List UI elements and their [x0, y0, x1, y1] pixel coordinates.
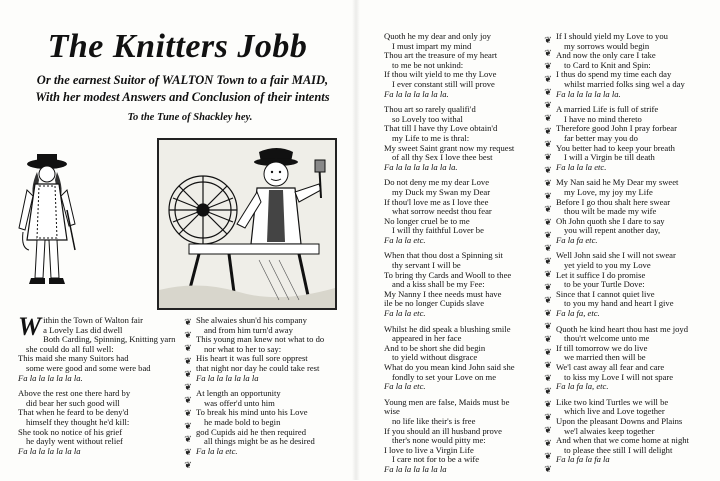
right-verse-column-1 — [384, 32, 542, 481]
fleuron-ornament-icon: ❦ — [184, 421, 192, 431]
verse-line: was offer'd unto him — [204, 397, 275, 408]
stanza — [18, 312, 178, 383]
verse-line: To bring thy Cards and Wooll to thee — [384, 269, 512, 280]
fleuron-ornament-icon: ❦ — [544, 61, 552, 71]
verse-line: Quoth he kind heart thou hast me joyd — [556, 323, 688, 334]
verse-line: some were good and some were bad — [26, 362, 151, 373]
verse-line: Thou art the treasure of my heart — [384, 50, 498, 61]
fleuron-ornament-icon: ❦ — [544, 386, 552, 396]
verse-line: I must impart my mind — [392, 40, 472, 51]
refrain-line: Fa la la la la la la. — [384, 88, 449, 99]
verse-line: fondly to set your Love on me — [392, 371, 497, 382]
fleuron-ornament-icon: ❦ — [544, 412, 552, 422]
verse-line: This young man knew not what to do — [196, 334, 325, 345]
verse-line: ithin the Town of Walton fair — [43, 315, 143, 325]
verse-line: My sweet Saint grant now my request — [384, 142, 515, 153]
verse-line: Since that I cannot quiet live — [556, 288, 655, 299]
verse-line: no life like their's is free — [392, 415, 476, 426]
fleuron-ornament-icon: ❦ — [544, 399, 552, 409]
refrain-line: Fa la la etc. — [384, 234, 426, 245]
verse-line: Both Carding, Spinning, Knitting yarn — [43, 334, 176, 345]
verse-line: Oh John quoth she I dare to say — [556, 215, 665, 226]
fleuron-ornament-icon: ❦ — [184, 408, 192, 418]
verse-line: She alwaies shun'd his company — [196, 315, 307, 325]
verse-line: Before I go thou shalt here swear — [556, 196, 671, 207]
verse-line: and from him turn'd away — [204, 324, 293, 335]
verse-line: wise — [384, 406, 400, 417]
verse-line: to yield without disgrace — [392, 352, 478, 363]
fleuron-ornament-icon: ❦ — [544, 451, 552, 461]
stanza — [384, 32, 542, 99]
verse-line: My Nan said he My Dear my sweet — [556, 177, 679, 188]
verse-line: Quoth he my dear and only joy — [384, 31, 491, 41]
verse-line: Thou art so rarely qualifi'd — [384, 104, 476, 115]
verse-line: of all thy Sex I love thee best — [392, 152, 493, 163]
verse-line: Do not deny me my dear Love — [384, 177, 490, 188]
verse-line: A married Life is full of strife — [556, 104, 659, 115]
verse-line: far better may you do — [564, 132, 638, 143]
fleuron-ornament-icon: ❦ — [184, 343, 192, 353]
verse-line: and a kiss shall be my Fee: — [392, 279, 485, 290]
verse-line: my Love, my joy my Life — [564, 186, 653, 197]
verse-line: And to be short she did begin — [384, 342, 486, 353]
verse-line: When that thou dost a Spinning sit — [384, 250, 503, 261]
fleuron-ornament-icon: ❦ — [544, 165, 552, 175]
verse-line: you will repent another day, — [564, 225, 661, 236]
verse-line: Like two kind Turtles we will be — [556, 396, 669, 407]
verse-line: did bear her such good will — [26, 397, 120, 408]
verse-line: I love to live a Virgin Life — [384, 444, 474, 455]
ballad-subtitle — [20, 72, 345, 106]
stanza — [196, 316, 346, 383]
subtitle-line-2: With her modest Answers and Conclusion of their intents — [35, 90, 330, 104]
verse-line: we'l alwaies keep together — [564, 425, 655, 436]
verse-line: Whilst he did speak a blushing smile — [384, 323, 511, 334]
refrain-line: Fa la la etc. — [384, 381, 426, 392]
fleuron-ornament-icon: ❦ — [544, 334, 552, 344]
verse-line: himself they thought he'd kill: — [26, 416, 130, 427]
verse-line: You better had to keep your breath — [556, 142, 675, 153]
fleuron-ornament-icon: ❦ — [544, 152, 552, 162]
stanza — [384, 178, 542, 245]
refrain-line: Fa la la la la la la — [196, 372, 259, 383]
verse-line: what sorrow needst thou fear — [392, 206, 492, 217]
verse-line: we married then will be — [564, 352, 646, 363]
verse-line: Above the rest one there hard by — [18, 388, 131, 399]
verse-line: to me be not unkind: — [392, 59, 464, 70]
fleuron-ornament-icon: ❦ — [544, 282, 552, 292]
verse-line: he dayly went without relief — [26, 436, 123, 447]
verse-line: His heart it was full sore opprest — [196, 353, 308, 364]
refrain-line: Fa la la la etc. — [556, 161, 607, 172]
stanza — [384, 251, 542, 318]
fleuron-ornament-icon: ❦ — [544, 269, 552, 279]
verse-line: This maid she many Suitors had — [18, 353, 129, 364]
stanza — [556, 178, 716, 245]
right-ornament-column — [543, 34, 553, 476]
stanza — [384, 398, 542, 475]
verse-line: a Lovely Las did dwell — [43, 324, 123, 335]
refrain-line: Fa la la la la la la la. — [384, 161, 458, 172]
verse-line: At length an opportunity — [196, 388, 281, 399]
verse-line: yet yield to you my Love — [564, 260, 651, 271]
fleuron-ornament-icon: ❦ — [544, 87, 552, 97]
verse-line: I care not for to be a wife — [392, 454, 480, 465]
fleuron-ornament-icon: ❦ — [544, 48, 552, 58]
verse-line: Therefore good John I pray forbear — [556, 123, 677, 134]
fleuron-ornament-icon: ❦ — [544, 217, 552, 227]
verse-line: I thus do spend my time each day — [556, 69, 672, 80]
verse-line: What do you mean kind John said she — [384, 362, 515, 372]
woodcut-gentleman-illustration — [17, 150, 77, 290]
fleuron-ornament-icon: ❦ — [544, 178, 552, 188]
verse-line: my sorrows would begin — [564, 40, 650, 51]
right-verse-column-2 — [556, 32, 716, 471]
verse-line: If thou wilt yield to me thy Love — [384, 69, 497, 80]
left-page — [0, 0, 355, 480]
stanza — [556, 325, 716, 392]
fleuron-ornament-icon: ❦ — [544, 230, 552, 240]
fleuron-ornament-icon: ❦ — [184, 395, 192, 405]
fleuron-ornament-icon: ❦ — [184, 447, 192, 457]
page-gutter — [352, 0, 360, 480]
stanza — [196, 389, 346, 456]
verse-line: whilst married folks sing wel a day — [564, 78, 685, 89]
fleuron-ornament-icon: ❦ — [544, 139, 552, 149]
woodcut-spinning-wheel-illustration — [157, 138, 337, 310]
verse-line: I ever constant still will prove — [392, 78, 495, 89]
fleuron-ornament-icon: ❦ — [544, 204, 552, 214]
subtitle-line-1: Or the earnest Suitor of WALTON Town to a fair MAID, — [36, 73, 329, 87]
verse-line: my Life to me is thral: — [392, 132, 470, 143]
left-verse-column-2 — [196, 316, 346, 462]
left-verse-column-1 — [18, 312, 178, 462]
verse-line: We'l cast away all fear and care — [556, 362, 665, 372]
verse-line: ther's none would pitty me: — [392, 435, 486, 446]
verse-line: To break his mind unto his Love — [196, 407, 308, 418]
verse-line: she could do all full well: — [26, 343, 114, 354]
verse-line: Well John said she I will not swear — [556, 250, 676, 261]
stanza — [556, 251, 716, 318]
stanza — [384, 325, 542, 392]
fleuron-ornament-icon: ❦ — [544, 308, 552, 318]
fleuron-ornament-icon: ❦ — [544, 321, 552, 331]
fleuron-ornament-icon: ❦ — [544, 74, 552, 84]
verse-line: to please thee still I will delight — [564, 444, 673, 455]
verse-line: No longer cruel be to me — [384, 215, 470, 226]
verse-line: Upon the pleasant Downs and Plains — [556, 415, 683, 426]
fleuron-ornament-icon: ❦ — [544, 464, 552, 474]
verse-line: my Duck my Swan my Dear — [392, 186, 491, 197]
verse-line: If I should yield my Love to you — [556, 31, 668, 41]
verse-line: thy servant I will be — [392, 260, 461, 271]
stanza — [384, 105, 542, 172]
verse-line: And now the only care I take — [556, 50, 656, 61]
verse-line: nor what to her to say: — [204, 343, 282, 354]
verse-line: I will a Virgin be till death — [564, 152, 655, 163]
fleuron-ornament-icon: ❦ — [544, 438, 552, 448]
verse-line: If thou'l love me as I love thee — [384, 196, 489, 207]
refrain-line: Fa la fa la fa la — [556, 454, 610, 465]
verse-line: I will thy faithful Lover be — [392, 225, 484, 236]
refrain-line: Fa la la la la la la — [18, 445, 81, 456]
verse-line: to Card to Knit and Spin: — [564, 59, 651, 70]
drop-capital: W — [18, 312, 42, 341]
fleuron-ornament-icon: ❦ — [544, 35, 552, 45]
refrain-line: Fa la fa, etc. — [556, 308, 600, 319]
refrain-line: Fa la fa la, etc. — [556, 381, 609, 392]
fleuron-ornament-icon: ❦ — [544, 425, 552, 435]
verse-line: That till I have thy Love obtain'd — [384, 123, 498, 134]
fleuron-ornament-icon: ❦ — [544, 256, 552, 266]
verse-line: that night nor day he could take rest — [196, 362, 320, 373]
fleuron-ornament-icon: ❦ — [184, 382, 192, 392]
verse-line: If till tomorrow we do live — [556, 342, 648, 353]
refrain-line: Fa la la la la la la — [384, 463, 447, 474]
stanza — [556, 105, 716, 172]
verse-line: to kiss my Love I will not spare — [564, 371, 674, 382]
fleuron-ornament-icon: ❦ — [544, 113, 552, 123]
fleuron-ornament-icon: ❦ — [184, 356, 192, 366]
fleuron-ornament-icon: ❦ — [544, 347, 552, 357]
fleuron-ornament-icon: ❦ — [184, 330, 192, 340]
fleuron-ornament-icon: ❦ — [544, 100, 552, 110]
left-ornament-column — [183, 316, 193, 472]
refrain-line: Fa la la la la la la. — [556, 88, 621, 99]
refrain-line: Fa la la etc. — [196, 445, 238, 456]
ballad-title: The Knitters Jobb — [47, 28, 308, 65]
stanza — [18, 389, 178, 456]
verse-line: so Lovely too withal — [392, 113, 463, 124]
stanza — [556, 32, 716, 99]
tune-line: To the Tune of Shackley hey. — [127, 112, 253, 123]
fleuron-ornament-icon: ❦ — [544, 295, 552, 305]
fleuron-ornament-icon: ❦ — [184, 460, 192, 470]
verse-line: thou wilt be made my wife — [564, 206, 657, 217]
verse-line: And when that we come home at night — [556, 435, 689, 446]
verse-line: god Cupids aid he then required — [196, 426, 307, 437]
verse-line: all things might be as he desired — [204, 436, 315, 447]
fleuron-ornament-icon: ❦ — [544, 373, 552, 383]
verse-line: Young men are false, Maids must be — [384, 396, 510, 407]
verse-line: My Nanny I thee needs must have — [384, 288, 502, 299]
fleuron-ornament-icon: ❦ — [544, 360, 552, 370]
verse-line: to be your Turtle Dove: — [564, 279, 645, 290]
verse-line: That when he feard to be deny'd — [18, 407, 129, 418]
verse-line: I have no mind thereto — [564, 113, 642, 124]
fleuron-ornament-icon: ❦ — [184, 317, 192, 327]
fleuron-ornament-icon: ❦ — [544, 191, 552, 201]
fleuron-ornament-icon: ❦ — [544, 243, 552, 253]
stanza — [556, 398, 716, 465]
verse-line: he made bold to begin — [204, 416, 281, 427]
fleuron-ornament-icon: ❦ — [184, 434, 192, 444]
verse-line: thou'rt welcome unto me — [564, 333, 650, 344]
fleuron-ornament-icon: ❦ — [184, 369, 192, 379]
refrain-line: Fa la la etc. — [384, 308, 426, 319]
fleuron-ornament-icon: ❦ — [544, 126, 552, 136]
verse-line: She took no notice of his grief — [18, 426, 123, 437]
verse-line: appeared in her face — [392, 333, 462, 344]
verse-line: Let it suffice I do promise — [556, 269, 646, 280]
verse-line: If you should an ill husband prove — [384, 425, 502, 436]
verse-line: ile be no longer Cupids slave — [384, 298, 485, 309]
refrain-line: Fa la la la la la la. — [18, 372, 83, 383]
verse-line: which live and Love together — [564, 406, 665, 417]
refrain-line: Fa la fa etc. — [556, 234, 598, 245]
verse-line: to you my hand and heart I give — [564, 298, 674, 309]
